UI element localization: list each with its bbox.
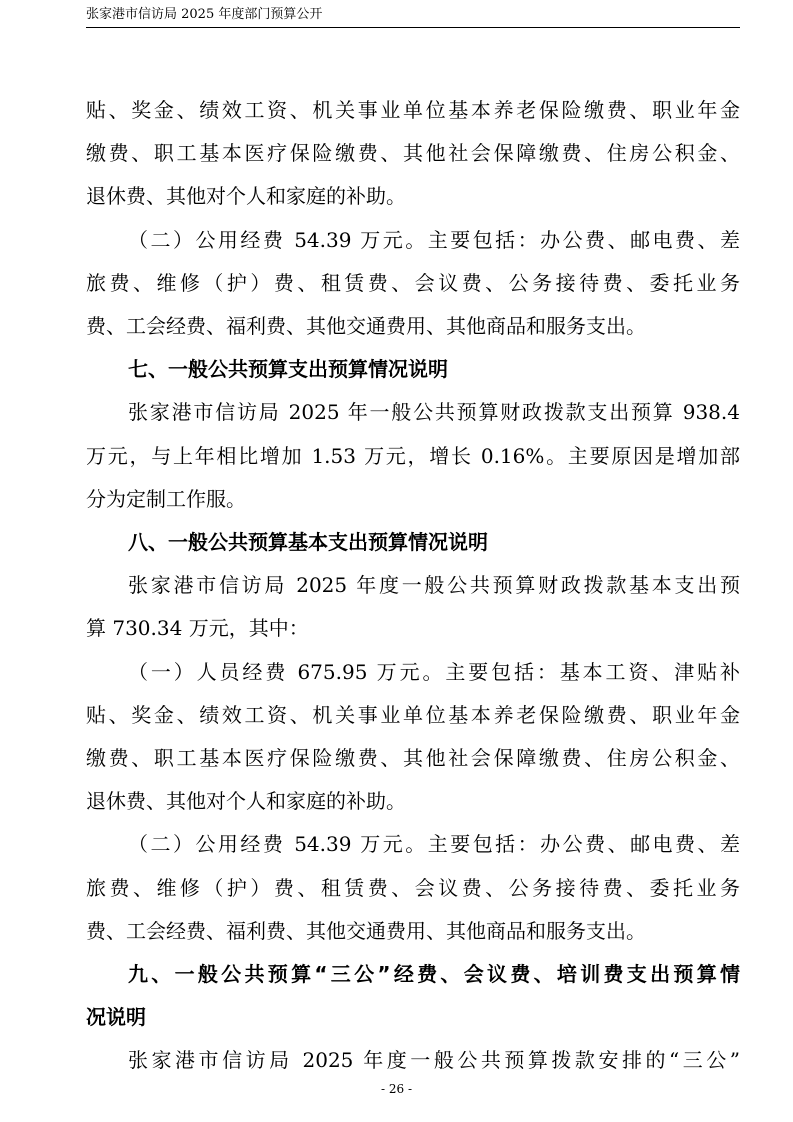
section-heading-9: 况说明	[86, 1005, 146, 1029]
paragraph-first-line: 张家港市信访局 2025 年一般公共预算财政拨款支出预算 938.4	[128, 400, 740, 424]
body-line: 算 730.34 万元，其中：	[86, 616, 309, 640]
body-line: 缴费、职工基本医疗保险缴费、其他社会保障缴费、住房公积金、	[86, 141, 740, 165]
body-line: 万元，与上年相比增加 1.53 万元，增长 0.16%。主要原因是增加部	[86, 444, 740, 468]
body-line: 贴、奖金、绩效工资、机关事业单位基本养老保险缴费、职业年金	[86, 703, 740, 727]
section-heading-8: 八、一般公共预算基本支出预算情况说明	[128, 530, 488, 554]
header-divider	[86, 27, 740, 28]
section-heading-7: 七、一般公共预算支出预算情况说明	[128, 357, 448, 381]
paragraph-first-line: （二）公用经费 54.39 万元。主要包括：办公费、邮电费、差	[128, 832, 740, 856]
paragraph-first-line: （一）人员经费 675.95 万元。主要包括：基本工资、津贴补	[128, 660, 740, 684]
paragraph-first-line: 张家港市信访局 2025 年度一般公共预算拨款安排的“三公”	[128, 1048, 740, 1072]
body-line: 贴、奖金、绩效工资、机关事业单位基本养老保险缴费、职业年金	[86, 98, 740, 122]
body-line: 退休费、其他对个人和家庭的补助。	[86, 184, 406, 208]
body-line: 退休费、其他对个人和家庭的补助。	[86, 789, 406, 813]
paragraph-first-line: 张家港市信访局 2025 年度一般公共预算财政拨款基本支出预	[128, 573, 740, 597]
page-number: - 26 -	[380, 1082, 412, 1096]
body-line: 旅费、维修（护）费、租赁费、会议费、公务接待费、委托业务	[86, 876, 740, 900]
body-line: 费、工会经费、福利费、其他交通费用、其他商品和服务支出。	[86, 919, 646, 943]
paragraph-first-line: （二）公用经费 54.39 万元。主要包括：办公费、邮电费、差	[128, 228, 740, 252]
body-line: 旅费、维修（护）费、租赁费、会议费、公务接待费、委托业务	[86, 271, 740, 295]
section-heading-9: 九、一般公共预算“三公”经费、会议费、培训费支出预算情	[128, 962, 740, 986]
body-line: 缴费、职工基本医疗保险缴费、其他社会保障缴费、住房公积金、	[86, 746, 740, 770]
body-line: 费、工会经费、福利费、其他交通费用、其他商品和服务支出。	[86, 314, 646, 338]
body-line: 分为定制工作服。	[86, 487, 246, 511]
running-header: 张家港市信访局 2025 年度部门预算公开	[86, 7, 323, 22]
